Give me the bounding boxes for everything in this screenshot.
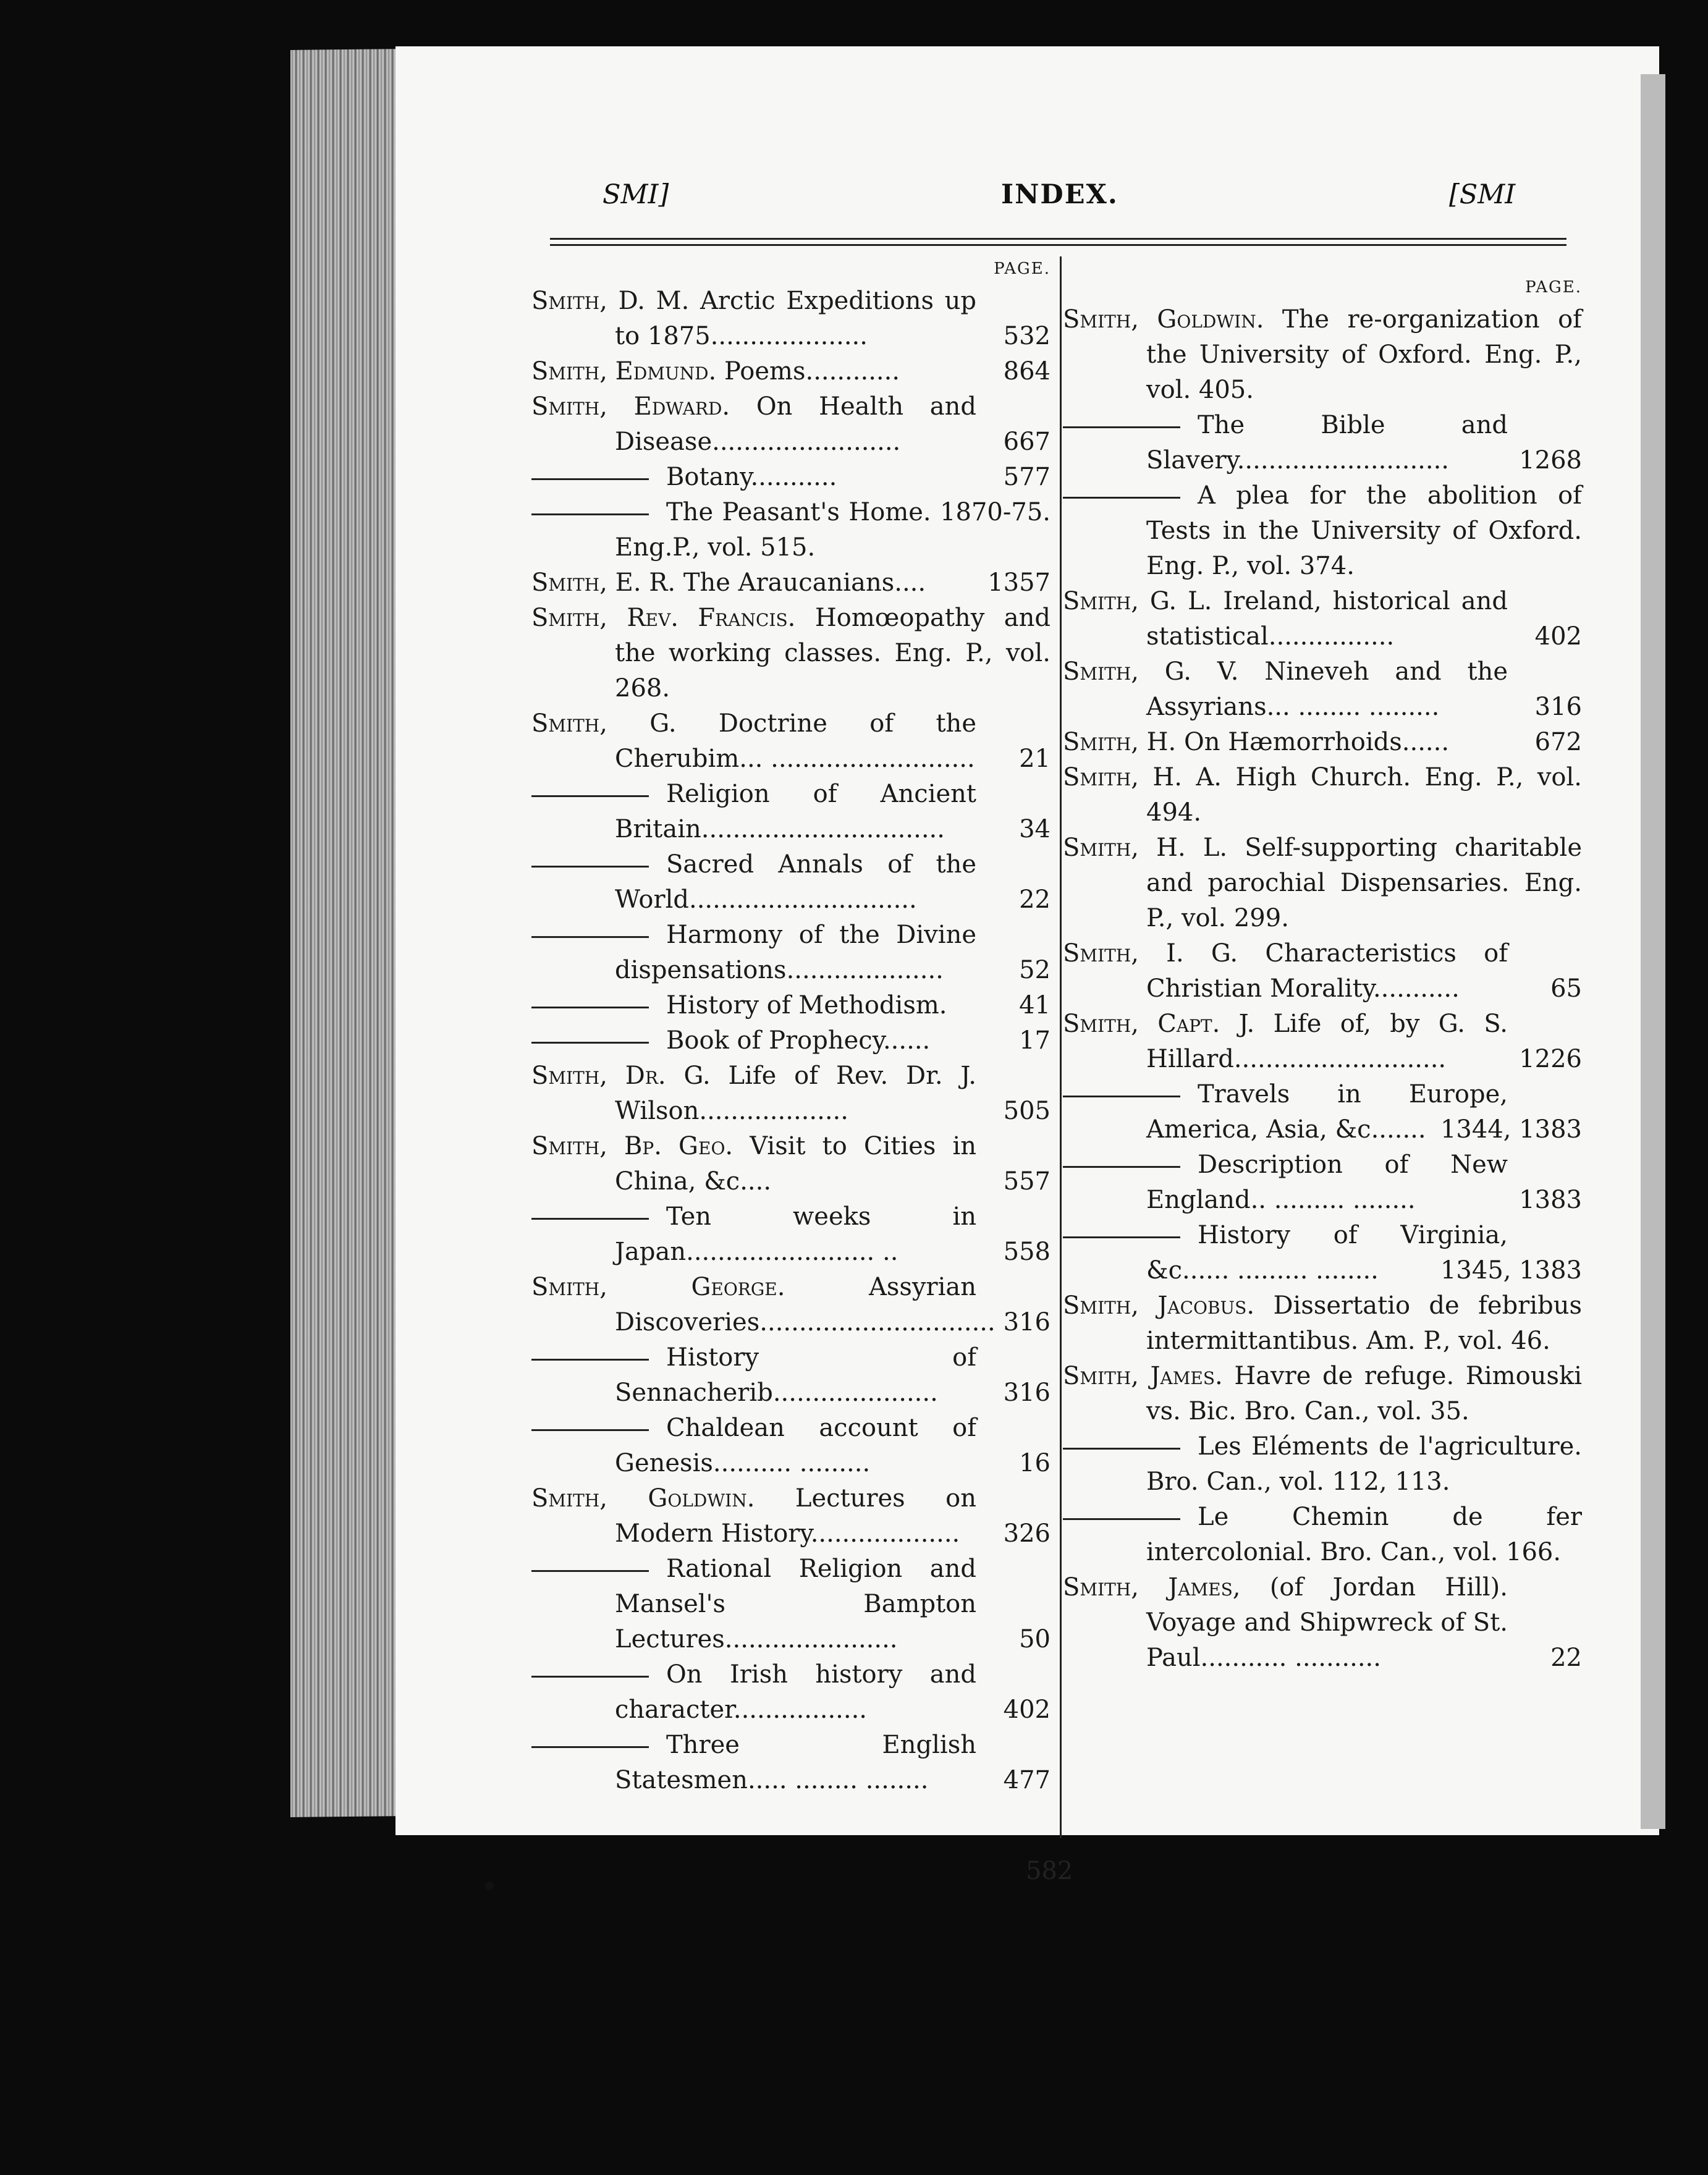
entry-name: Smith, Edward.	[531, 392, 730, 421]
page-ref: 558	[1003, 1238, 1051, 1266]
index-subentry	[531, 988, 1051, 1023]
index-entry	[531, 389, 1051, 460]
entry-name: Smith, I. G.	[1063, 939, 1238, 968]
page-ref: 402	[1003, 1696, 1051, 1724]
entry-name: Smith, G. L.	[1063, 587, 1212, 615]
index-entry	[531, 1058, 1051, 1129]
entry-title: (of Jordan Hill). Voyage and Shipwreck of St. Paul	[1146, 1573, 1508, 1672]
entry-name: Smith, E. R.	[531, 568, 676, 597]
page-shadow	[1641, 74, 1665, 1829]
entry-title: Religion of Ancient Britain	[615, 780, 976, 843]
entry-title: On Irish history and character	[615, 1660, 976, 1724]
entry-name: Smith, Dr. G.	[531, 1062, 711, 1090]
entry-name: Smith, Goldwin.	[1063, 305, 1264, 334]
entry-title: On Health and Disease	[615, 392, 977, 456]
header-rule-top	[550, 238, 1566, 240]
entry-title: Sacred Annals of the World	[615, 850, 976, 914]
ink-spot	[485, 1881, 494, 1890]
index-entry	[1063, 830, 1582, 936]
entry-title: Harmony of the Divine dispensations	[615, 921, 976, 984]
index-subentry	[531, 777, 1051, 847]
leader-dots: ....	[740, 1167, 772, 1196]
index-entry	[1063, 302, 1582, 408]
ditto-dash	[531, 1042, 649, 1044]
index-entry	[1063, 654, 1582, 725]
index-entry	[531, 706, 1051, 777]
leader-dots: ................	[1268, 622, 1395, 651]
page-ref: 1268	[1519, 446, 1582, 475]
entry-name: Smith, Goldwin.	[531, 1484, 755, 1513]
leader-dots: ........... ...........	[1200, 1644, 1381, 1672]
entry-title: History of Sennacherib	[615, 1343, 976, 1407]
leader-dots: ......	[882, 1026, 931, 1055]
index-entry	[531, 1129, 1051, 1199]
header-left: SMI]	[602, 179, 669, 210]
leader-dots: ....................	[710, 322, 868, 350]
index-subentry	[1063, 408, 1582, 478]
page-ref: 1357	[987, 568, 1051, 597]
entry-name: Smith, James.	[1063, 1362, 1223, 1390]
entry-name: Smith, D. M.	[531, 287, 690, 315]
page-ref: 1383	[1519, 1186, 1582, 1214]
index-entry	[531, 1481, 1051, 1552]
leader-dots: ............	[805, 357, 900, 386]
index-entry	[531, 284, 1051, 354]
page-ref: 532	[1003, 322, 1051, 350]
entry-title: Three English Statesmen	[615, 1731, 976, 1794]
leader-dots: ....	[894, 568, 926, 597]
page-column-label: PAGE.	[1525, 278, 1582, 297]
leader-dots: .....................	[772, 1379, 938, 1407]
page-ref: 316	[1534, 693, 1582, 721]
leader-dots: ......................	[724, 1625, 898, 1653]
index-subentry	[531, 1023, 1051, 1058]
entry-title: Ten weeks in Japan	[615, 1202, 976, 1266]
entry-title: History of Virginia, &c	[1146, 1221, 1508, 1285]
page-number: 582	[1026, 1857, 1073, 1885]
ditto-dash	[1063, 426, 1180, 428]
ditto-dash	[531, 866, 649, 868]
leader-dots: ...................	[810, 1519, 960, 1548]
entry-title: Arctic Expeditions up to 1875	[615, 287, 977, 350]
entry-name: Smith, H. A.	[1063, 763, 1222, 792]
entry-title: Poems	[724, 357, 806, 386]
index-entry	[531, 601, 1051, 706]
entry-title: High Church. Eng. P., vol. 494.	[1146, 763, 1583, 827]
entry-title: Les Eléments de l'agriculture. Bro. Can., vol. 112, 113.	[1146, 1432, 1582, 1496]
leader-dots: .......... .........	[712, 1449, 871, 1477]
ditto-dash	[531, 1570, 649, 1572]
page-ref: 557	[1003, 1167, 1051, 1196]
index-subentry	[1063, 478, 1582, 584]
entry-title: Assyrian Discoveries	[615, 1273, 977, 1337]
index-subentry	[531, 495, 1051, 565]
page-ref: 22	[1019, 885, 1051, 914]
ditto-dash	[531, 1746, 649, 1748]
index-subentry	[1063, 1077, 1582, 1147]
leader-dots: ...........	[1372, 974, 1460, 1003]
index-entry	[1063, 584, 1582, 654]
ditto-dash	[1063, 1448, 1180, 1450]
index-subentry	[531, 1552, 1051, 1657]
page-ref: 65	[1550, 974, 1582, 1003]
index-entry	[1063, 760, 1582, 830]
ditto-dash	[1063, 1096, 1180, 1097]
page-ref: 577	[1003, 463, 1051, 491]
page-ref: 17	[1019, 1026, 1051, 1055]
page-ref: 50	[1019, 1625, 1051, 1653]
entry-name: Smith, Rev. Francis.	[531, 604, 796, 632]
entry-title: Self-supporting charitable and parochial Dispensaries. Eng. P., vol. 299.	[1146, 834, 1582, 932]
index-entry	[1063, 1288, 1582, 1359]
index-subentry	[531, 1411, 1051, 1481]
index-entry	[1063, 1359, 1582, 1429]
page-ref: 672	[1534, 728, 1582, 756]
entry-name: Smith, G. V.	[1063, 657, 1239, 686]
page-ref: 41	[1019, 991, 1051, 1020]
page-edges	[290, 49, 402, 1817]
entry-title: Rational Religion and Mansel's Bampton Lectures	[615, 1555, 976, 1653]
ditto-dash	[531, 478, 649, 480]
entry-title: Visit to Cities in China, &c	[615, 1132, 977, 1196]
page-ref: 316	[1003, 1308, 1051, 1337]
entry-title: A plea for the abolition of Tests in the University of Oxford. Eng. P., vol. 374.	[1146, 481, 1582, 580]
page-ref: 1226	[1519, 1045, 1582, 1073]
ditto-dash	[1063, 1166, 1180, 1168]
entry-title: Book of Prophecy	[666, 1026, 883, 1055]
page-ref: 52	[1019, 956, 1051, 984]
index-entry	[1063, 725, 1582, 760]
entry-title: Life of, by G. S. Hillard	[1146, 1010, 1508, 1073]
entry-title: The Bible and Slavery	[1146, 411, 1508, 475]
leader-dots: ...... ......... ........	[1182, 1256, 1379, 1285]
ditto-dash	[1063, 1518, 1180, 1520]
header-right: [SMI	[1449, 179, 1516, 210]
index-subentry	[531, 1657, 1051, 1728]
leader-dots: .. ......... ........	[1250, 1186, 1416, 1214]
column-divider	[1060, 256, 1062, 1838]
entry-title: Botany	[666, 463, 751, 491]
entry-title: Havre de refuge. Rimouski vs. Bic. Bro. Can., vol. 35.	[1146, 1362, 1582, 1425]
entry-title: Doctrine of the Cherubim	[615, 709, 976, 773]
ditto-dash	[531, 1676, 649, 1678]
leader-dots: ......	[1401, 728, 1450, 756]
index-subentry	[531, 1199, 1051, 1270]
page-ref: 16	[1019, 1449, 1051, 1477]
left-column	[531, 256, 1051, 1798]
entry-title: The re-organization of the University of Oxford. Eng. P., vol. 405.	[1146, 305, 1582, 404]
index-subentry	[531, 847, 1051, 918]
page-title: INDEX.	[1001, 179, 1118, 210]
entry-title: Dissertatio de febribus intermittantibus. Am. P., vol. 46.	[1146, 1291, 1582, 1355]
page-ref: 477	[1003, 1766, 1051, 1794]
page-ref: 316	[1003, 1379, 1051, 1407]
ditto-dash	[531, 1359, 649, 1361]
entry-title: Lectures on Modern History	[615, 1484, 976, 1548]
page-ref: 1344, 1383	[1440, 1115, 1582, 1144]
entry-title: The Peasant's Home. 1870-75. Eng.P., vol. 515.	[615, 498, 1051, 562]
page-ref: 22	[1550, 1644, 1582, 1672]
ditto-dash	[531, 795, 649, 797]
ditto-dash	[531, 1007, 649, 1008]
index-subentry	[1063, 1218, 1582, 1288]
leader-dots: ...........................	[1237, 446, 1450, 475]
leader-dots: ... ..........................	[739, 745, 975, 773]
page-ref: 402	[1534, 622, 1582, 651]
leader-dots: .............................	[689, 885, 917, 914]
index-subentry	[531, 1728, 1051, 1798]
page-ref: 864	[1003, 357, 1051, 386]
index-subentry	[531, 460, 1051, 495]
leader-dots: ...................	[699, 1097, 848, 1125]
index-entry	[531, 565, 1051, 601]
ditto-dash	[531, 1429, 649, 1431]
leader-dots: ...............................	[701, 815, 945, 843]
ditto-dash	[531, 936, 649, 938]
leader-dots: ....................	[786, 956, 944, 984]
index-entry	[1063, 1007, 1582, 1077]
ditto-dash	[531, 513, 649, 515]
entry-name: Smith, H.	[1063, 728, 1177, 756]
leader-dots: ..............................	[759, 1308, 996, 1337]
index-subentry	[531, 918, 1051, 988]
index-entry	[531, 1270, 1051, 1340]
entry-name: Smith, Capt. J.	[1063, 1010, 1255, 1038]
index-entry	[1063, 936, 1582, 1007]
entry-title: Chaldean account of Genesis	[615, 1414, 976, 1477]
leader-dots: ........................	[712, 428, 901, 456]
index-subentry	[1063, 1500, 1582, 1570]
leader-dots: ...........................	[1233, 1045, 1447, 1073]
entry-title: Characteristics of Christian Morality	[1146, 939, 1508, 1003]
entry-title: Travels in Europe, America, Asia, &c	[1146, 1080, 1508, 1144]
index-entry	[531, 354, 1051, 389]
index-subentry	[1063, 1429, 1582, 1500]
ditto-dash	[1063, 497, 1180, 499]
entry-title: Nineveh and the Assyrians	[1146, 657, 1508, 721]
index-subentry	[531, 1340, 1051, 1411]
entry-name: Smith, G.	[531, 709, 677, 738]
right-column	[1063, 275, 1582, 1676]
entry-title: Life of Rev. Dr. J. Wilson	[615, 1062, 977, 1125]
leader-dots: ..... ........ ........	[747, 1766, 929, 1794]
index-subentry	[1063, 1147, 1582, 1218]
leader-dots: ...........	[750, 463, 837, 491]
page-ref: 21	[1019, 745, 1051, 773]
entry-title: Homœopathy and the working classes. Eng. P., vol. 268.	[615, 604, 1051, 703]
leader-dots: .................	[733, 1696, 868, 1724]
entry-title: The Araucanians	[683, 568, 895, 597]
leader-dots: ........................ ..	[686, 1238, 898, 1266]
entry-title: History of Methodism.	[666, 991, 947, 1020]
page-ref: 326	[1003, 1519, 1051, 1548]
leader-dots: ... ........ .........	[1266, 693, 1440, 721]
page-ref: 1345, 1383	[1440, 1256, 1582, 1285]
entry-name: Smith, George.	[531, 1273, 785, 1301]
entry-name: Smith, Edmund.	[531, 357, 717, 386]
entry-title: Description of New England	[1146, 1151, 1508, 1214]
leader-dots: .......	[1371, 1115, 1426, 1144]
entry-name: Smith, Bp. Geo.	[531, 1132, 734, 1160]
entry-title: Le Chemin de fer intercolonial. Bro. Can., vol. 166.	[1146, 1503, 1582, 1566]
page-column-label: PAGE.	[994, 260, 1051, 278]
entry-title: On Hæmorrhoids	[1183, 728, 1402, 756]
ditto-dash	[1063, 1236, 1180, 1238]
header-rule-bottom	[550, 244, 1566, 246]
page-ref: 667	[1003, 428, 1051, 456]
page-ref: 505	[1003, 1097, 1051, 1125]
index-entry	[1063, 1570, 1582, 1676]
entry-name: Smith, Jacobus.	[1063, 1291, 1255, 1320]
entry-title: Ireland, historical and statistical	[1146, 587, 1508, 651]
entry-name: Smith, H. L.	[1063, 834, 1228, 862]
entry-name: Smith, James,	[1063, 1573, 1241, 1602]
page-ref: 34	[1019, 815, 1051, 843]
ditto-dash	[531, 1218, 649, 1220]
